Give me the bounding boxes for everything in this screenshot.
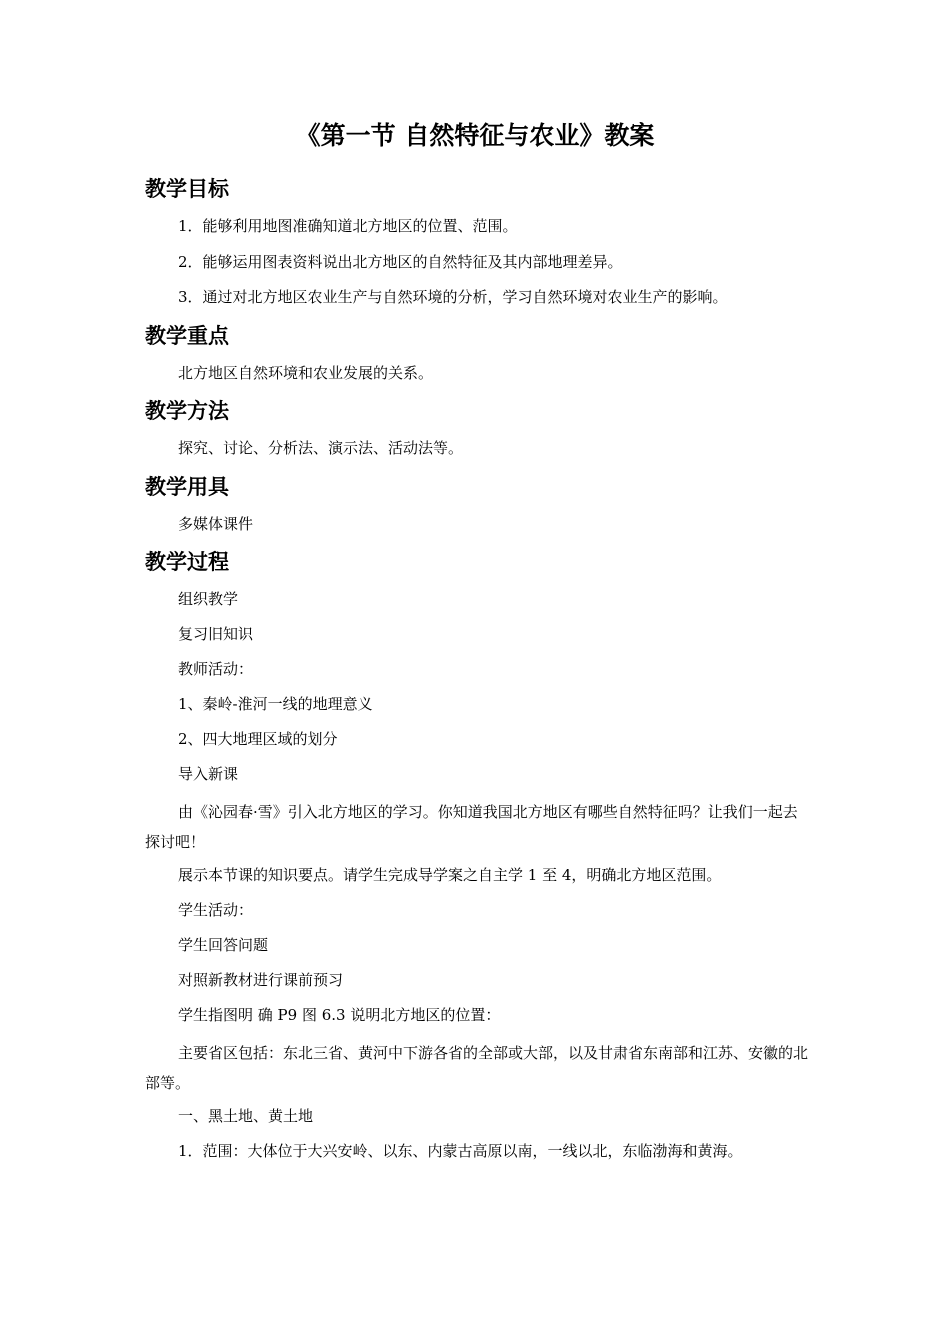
section-heading-key-points: 教学重点 <box>145 323 229 348</box>
process-line: 对照新教材进行课前预习 <box>178 971 344 989</box>
goal-item: 1．能够利用地图准确知道北方地区的位置、范围。 <box>178 217 518 235</box>
goal-item: 2．能够运用图表资料说出北方地区的自然特征及其内部地理差异。 <box>178 252 623 271</box>
process-line: 学生指图明 确 P9 图 6.3 说明北方地区的位置： <box>178 1006 501 1024</box>
section-heading-process: 教学过程 <box>145 550 229 574</box>
process-line: 2、四大地理区域的划分 <box>178 730 338 748</box>
tools-text: 多媒体课件 <box>178 514 254 533</box>
key-points-text: 北方地区自然环境和农业发展的关系。 <box>178 363 434 382</box>
section-heading-tools: 教学用具 <box>145 474 229 499</box>
section-heading-methods: 教学方法 <box>145 399 229 423</box>
process-line: 展示本节课的知识要点。请学生完成导学案之自主学 1 至 4，明确北方地区范围。 <box>178 866 722 884</box>
methods-text: 探究、讨论、分析法、演示法、活动法等。 <box>178 439 464 457</box>
document-body <box>145 168 810 1174</box>
process-line: 导入新课 <box>178 765 239 783</box>
process-line: 一、黑土地、黄土地 <box>178 1107 314 1125</box>
process-line: 复习旧知识 <box>178 625 254 643</box>
process-line: 教师活动： <box>178 660 254 678</box>
process-line: 主要省区包括：东北三省、黄河中下游各省的全部或大部，以及甘肃省东南部和江苏、安徽的北部等。 <box>145 1044 809 1092</box>
process-line: 由《沁园春·雪》引入北方地区的学习。你知道我国北方地区有哪些自然特征吗？让我们一起去探讨吧！ <box>145 803 798 851</box>
document-title: 《第一节 自然特征与农业》教案 <box>295 121 655 150</box>
goal-item: 3．通过对北方地区农业生产与自然环境的分析，学习自然环境对农业生产的影响。 <box>178 288 728 306</box>
process-line: 组织教学 <box>178 590 239 608</box>
process-line: 学生回答问题 <box>178 936 269 954</box>
process-line: 学生活动： <box>178 901 254 919</box>
section-heading-goals: 教学目标 <box>145 177 229 201</box>
process-line: 1、秦岭-淮河一线的地理意义 <box>178 695 373 713</box>
process-line: 1．范围：大体位于大兴安岭、以东、内蒙古高原以南，一线以北，东临渤海和黄海。 <box>178 1142 743 1160</box>
